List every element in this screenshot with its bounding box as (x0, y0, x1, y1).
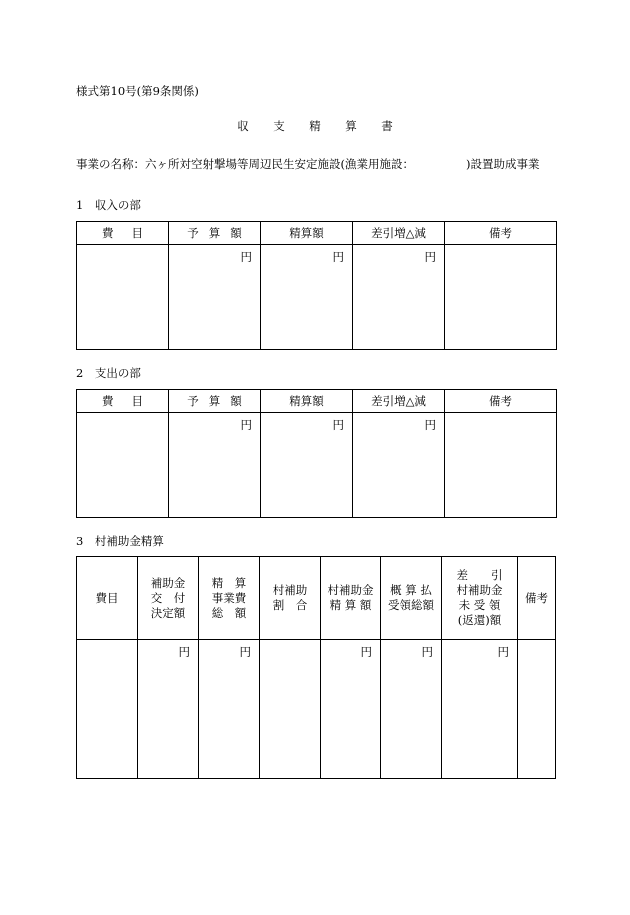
yen-unit: 円 (239, 645, 251, 659)
title-char: 支 (273, 119, 285, 133)
cell-item[interactable] (77, 413, 169, 518)
expense-body-row (77, 413, 557, 518)
expense-table (76, 389, 557, 518)
header-settled: 精算額 (261, 390, 353, 413)
header-subsidy-ratio: 村補助 割 合 (260, 557, 321, 640)
title-char: 精 (309, 119, 321, 133)
cell-settled[interactable] (261, 413, 353, 518)
cell-subsidy-ratio[interactable] (260, 640, 321, 779)
section-expense-title: 2 支出の部 (76, 366, 141, 380)
cell-settled-subsidy[interactable] (321, 640, 381, 779)
cell-settled-total[interactable] (199, 640, 260, 779)
income-table (76, 221, 557, 350)
section-income-title: 1 収入の部 (76, 198, 141, 212)
yen-unit: 円 (240, 250, 252, 264)
cell-balance[interactable] (442, 640, 518, 779)
header-difference: 差引増△減 (353, 222, 445, 245)
yen-unit: 円 (421, 645, 433, 659)
cell-item[interactable] (77, 245, 169, 350)
project-name-prefix: 事業の名称：六ヶ所対空射撃場等周辺民生安定施設(漁業用施設： (76, 157, 414, 171)
project-name-line (76, 159, 539, 171)
title-char: 収 (237, 119, 249, 133)
header-item: 費目 (77, 557, 138, 640)
subsidy-header-row (77, 557, 556, 640)
header-balance: 差 引 村補助金 未 受 領 (返還)額 (442, 557, 518, 640)
header-remarks: 備考 (445, 390, 557, 413)
header-item: 費 目 (77, 390, 169, 413)
cell-remarks[interactable] (518, 640, 556, 779)
document-title (76, 121, 554, 133)
yen-unit: 円 (424, 418, 436, 432)
yen-unit: 円 (424, 250, 436, 264)
yen-unit: 円 (332, 250, 344, 264)
title-char: 算 (345, 119, 357, 133)
expense-header-row (77, 390, 557, 413)
cell-budget[interactable] (169, 413, 261, 518)
yen-unit: 円 (360, 645, 372, 659)
income-header-row (77, 222, 557, 245)
header-remarks: 備考 (518, 557, 556, 640)
header-item: 費 目 (77, 222, 169, 245)
cell-difference[interactable] (353, 413, 445, 518)
cell-remarks[interactable] (445, 245, 557, 350)
cell-grant-decision[interactable] (138, 640, 199, 779)
cell-difference[interactable] (353, 245, 445, 350)
subsidy-settlement-table (76, 556, 556, 779)
cell-budget[interactable] (169, 245, 261, 350)
header-budget: 予 算 額 (169, 390, 261, 413)
income-body-row (77, 245, 557, 350)
header-difference: 差引増△減 (353, 390, 445, 413)
header-settled-subsidy: 村補助金 精 算 額 (321, 557, 381, 640)
project-name-suffix: )設置助成事業 (465, 157, 540, 171)
section-subsidy-title: 3 村補助金精算 (76, 534, 164, 548)
header-grant-decision: 補助金 交 付 決定額 (138, 557, 199, 640)
cell-settled[interactable] (261, 245, 353, 350)
header-remarks: 備考 (445, 222, 557, 245)
cell-advance-total[interactable] (381, 640, 442, 779)
yen-unit: 円 (497, 645, 509, 659)
subsidy-body-row (77, 640, 556, 779)
cell-remarks[interactable] (445, 413, 557, 518)
yen-unit: 円 (178, 645, 190, 659)
form-number: 様式第10号(第9条関係) (76, 84, 199, 98)
header-settled: 精算額 (261, 222, 353, 245)
header-settled-total: 精 算 事業費 総 額 (199, 557, 260, 640)
header-advance-total: 概 算 払 受領総額 (381, 557, 442, 640)
yen-unit: 円 (240, 418, 252, 432)
yen-unit: 円 (332, 418, 344, 432)
cell-item[interactable] (77, 640, 138, 779)
title-char: 書 (381, 119, 393, 133)
header-budget: 予 算 額 (169, 222, 261, 245)
